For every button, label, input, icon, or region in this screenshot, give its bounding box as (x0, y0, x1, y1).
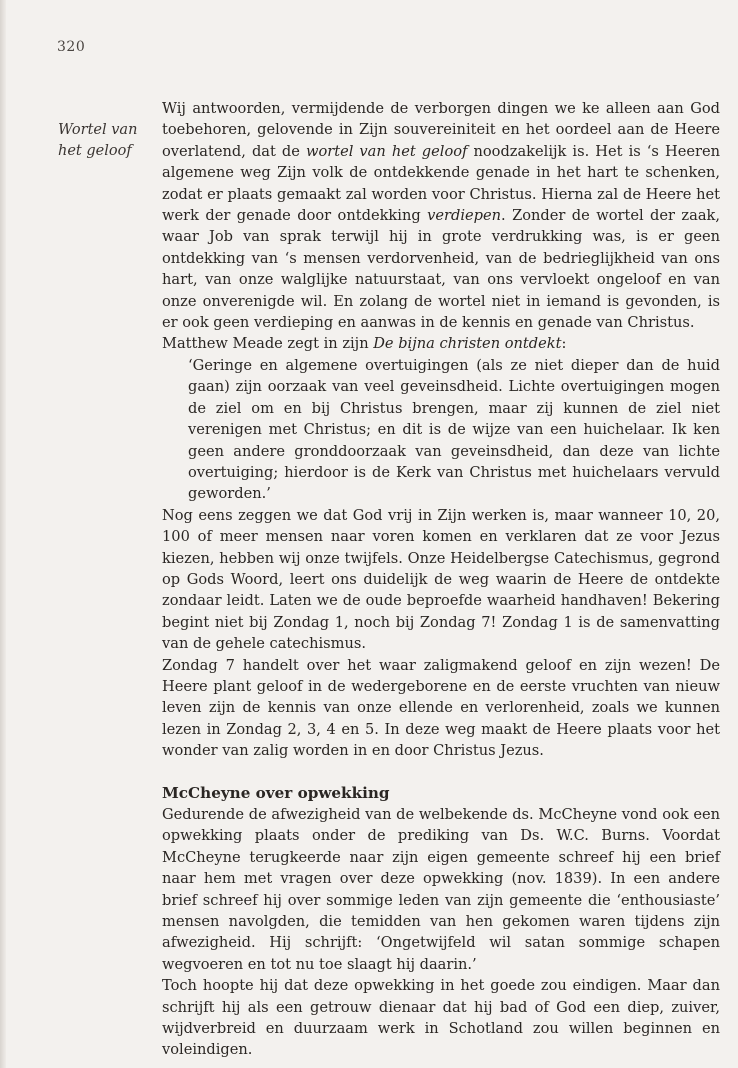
paragraph-hoop: Toch hoopte hij dat deze opwekking in het goede zou eindigen. Maar dan schrijft hij als een getrouw dienaar dat hij bad of God een diep, zuiver, wijdverbreid en duurzaam werk in Schotland zou willen beginnen en voleindigen. (162, 977, 720, 1059)
blockquote-meade: ‘Geringe en algemene overtuigingen (als ze niet dieper dan de huid gaan) zijn oorzaak van veel geveinsdheid. Lichte overtuigingen mogen de ziel om en bij Christus brengen, maar zij kunnen de ziel niet verenigen met Christus; en dit is de wijze van een huichelaar. Ik ken geen andere gronddoorzaak van geveinsdheid, dan deze van lichte overtuiging; hierdoor is de Kerk van Christus met huichelaars vervuld geworden.’ (188, 356, 720, 503)
emphasis: verdiepen (427, 207, 502, 225)
margin-note (58, 120, 154, 162)
margin-note-line: het geloof (58, 143, 132, 159)
paragraph-mccheyne: Gedurende de afwezigheid van de welbekende ds. McCheyne vond ook een opwekking plaats onder de prediking van Ds. W.C. Burns. Voordat McCheyne terugkeerde naar zijn eigen gemeente schreef hij een brief naar hem met vragen over deze opwekking (nov. 1839). In een andere brief schreef hij over sommige leden van zijn gemeente die ‘enthousiaste’ mensen navolgden, die temidden van hen gekomen waren tijdens zijn afwezigheid. Hij schrijft: ‘Ongetwijfeld wil satan sommige schapen wegvoeren en tot nu toe slaagt hij daarin.’ (162, 806, 720, 973)
emphasis: wortel van het geloof (305, 142, 468, 160)
page-number: 320 (57, 39, 86, 55)
body-text (162, 98, 720, 1061)
paragraph-wortel (162, 98, 720, 333)
section-heading: McCheyne over opwekking (162, 783, 390, 802)
book-title: De bijna christen ontdekt (373, 335, 562, 353)
text-run: noodzakelijk is. Het is ‘s Heeren algemene weg Zijn volk de ontdekkende genade in het hart te schenken, zodat er plaats gemaakt zal worden voor Christus. Hierna zal de Heere het werk der genade door ontdekking (162, 142, 720, 225)
paragraph-catechismus: Nog eens zeggen we dat God vrij in Zijn werken is, maar wanneer 10, 20, 100 of meer mensen naar voren komen en verklaren dat ze voor Jezus kiezen, hebben wij onze twijfels. Onze Heidelbergse Catechismus, gegrond op Gods Woord, leert ons duidelijk de weg waarin de Heere de ontdekte zondaar leidt. Laten we de oude beproefde waarheid handhaven! Bekering begint niet bij Zondag 1, noch bij Zondag 7! Zondag 1 is de samenvatting van de gehele catechismus. (162, 506, 720, 653)
scan-edge (0, 0, 6, 1068)
text-run: . Zonder de wortel der zaak, waar Job van sprak terwijl hij in grote verdrukking was, is er geen ontdekking van ‘s mensen verdorvenheid, van de bedrieglijkheid van ons hart, van onze walglijke natuurstaat, van ons vervloekt ongeloof en van onze onverenigde wil. En zolang de wortel niet in iemand is gevonden, is er ook geen verdieping en aanwas in de kennis en genade van Christus. (162, 207, 721, 332)
text-run: Wij antwoorden, vermijdende de verborgen dingen we ke alleen aan God toebehoren, gelovende in Zijn souvereiniteit en het oordeel aan de Heere overlatend, dat de (162, 100, 720, 160)
text-run: : (561, 335, 567, 353)
paragraph-zondag-7: Zondag 7 handelt over het waar zaligmakend geloof en zijn wezen! De Heere plant geloof in de wedergeborene en de eerste vruchten van nieuw leven zijn de kennis van onze ellende en verlorenheid, zoals we kunnen lezen in Zondag 2, 3, 4 en 5. In deze weg maakt de Heere plaats voor het wonder van zalig worden in en door Christus Jezus. (162, 656, 720, 760)
paragraph-meade-intro (162, 333, 720, 354)
text-run: Matthew Meade zegt in zijn (162, 335, 374, 353)
margin-note-line: Wortel van (58, 122, 138, 138)
